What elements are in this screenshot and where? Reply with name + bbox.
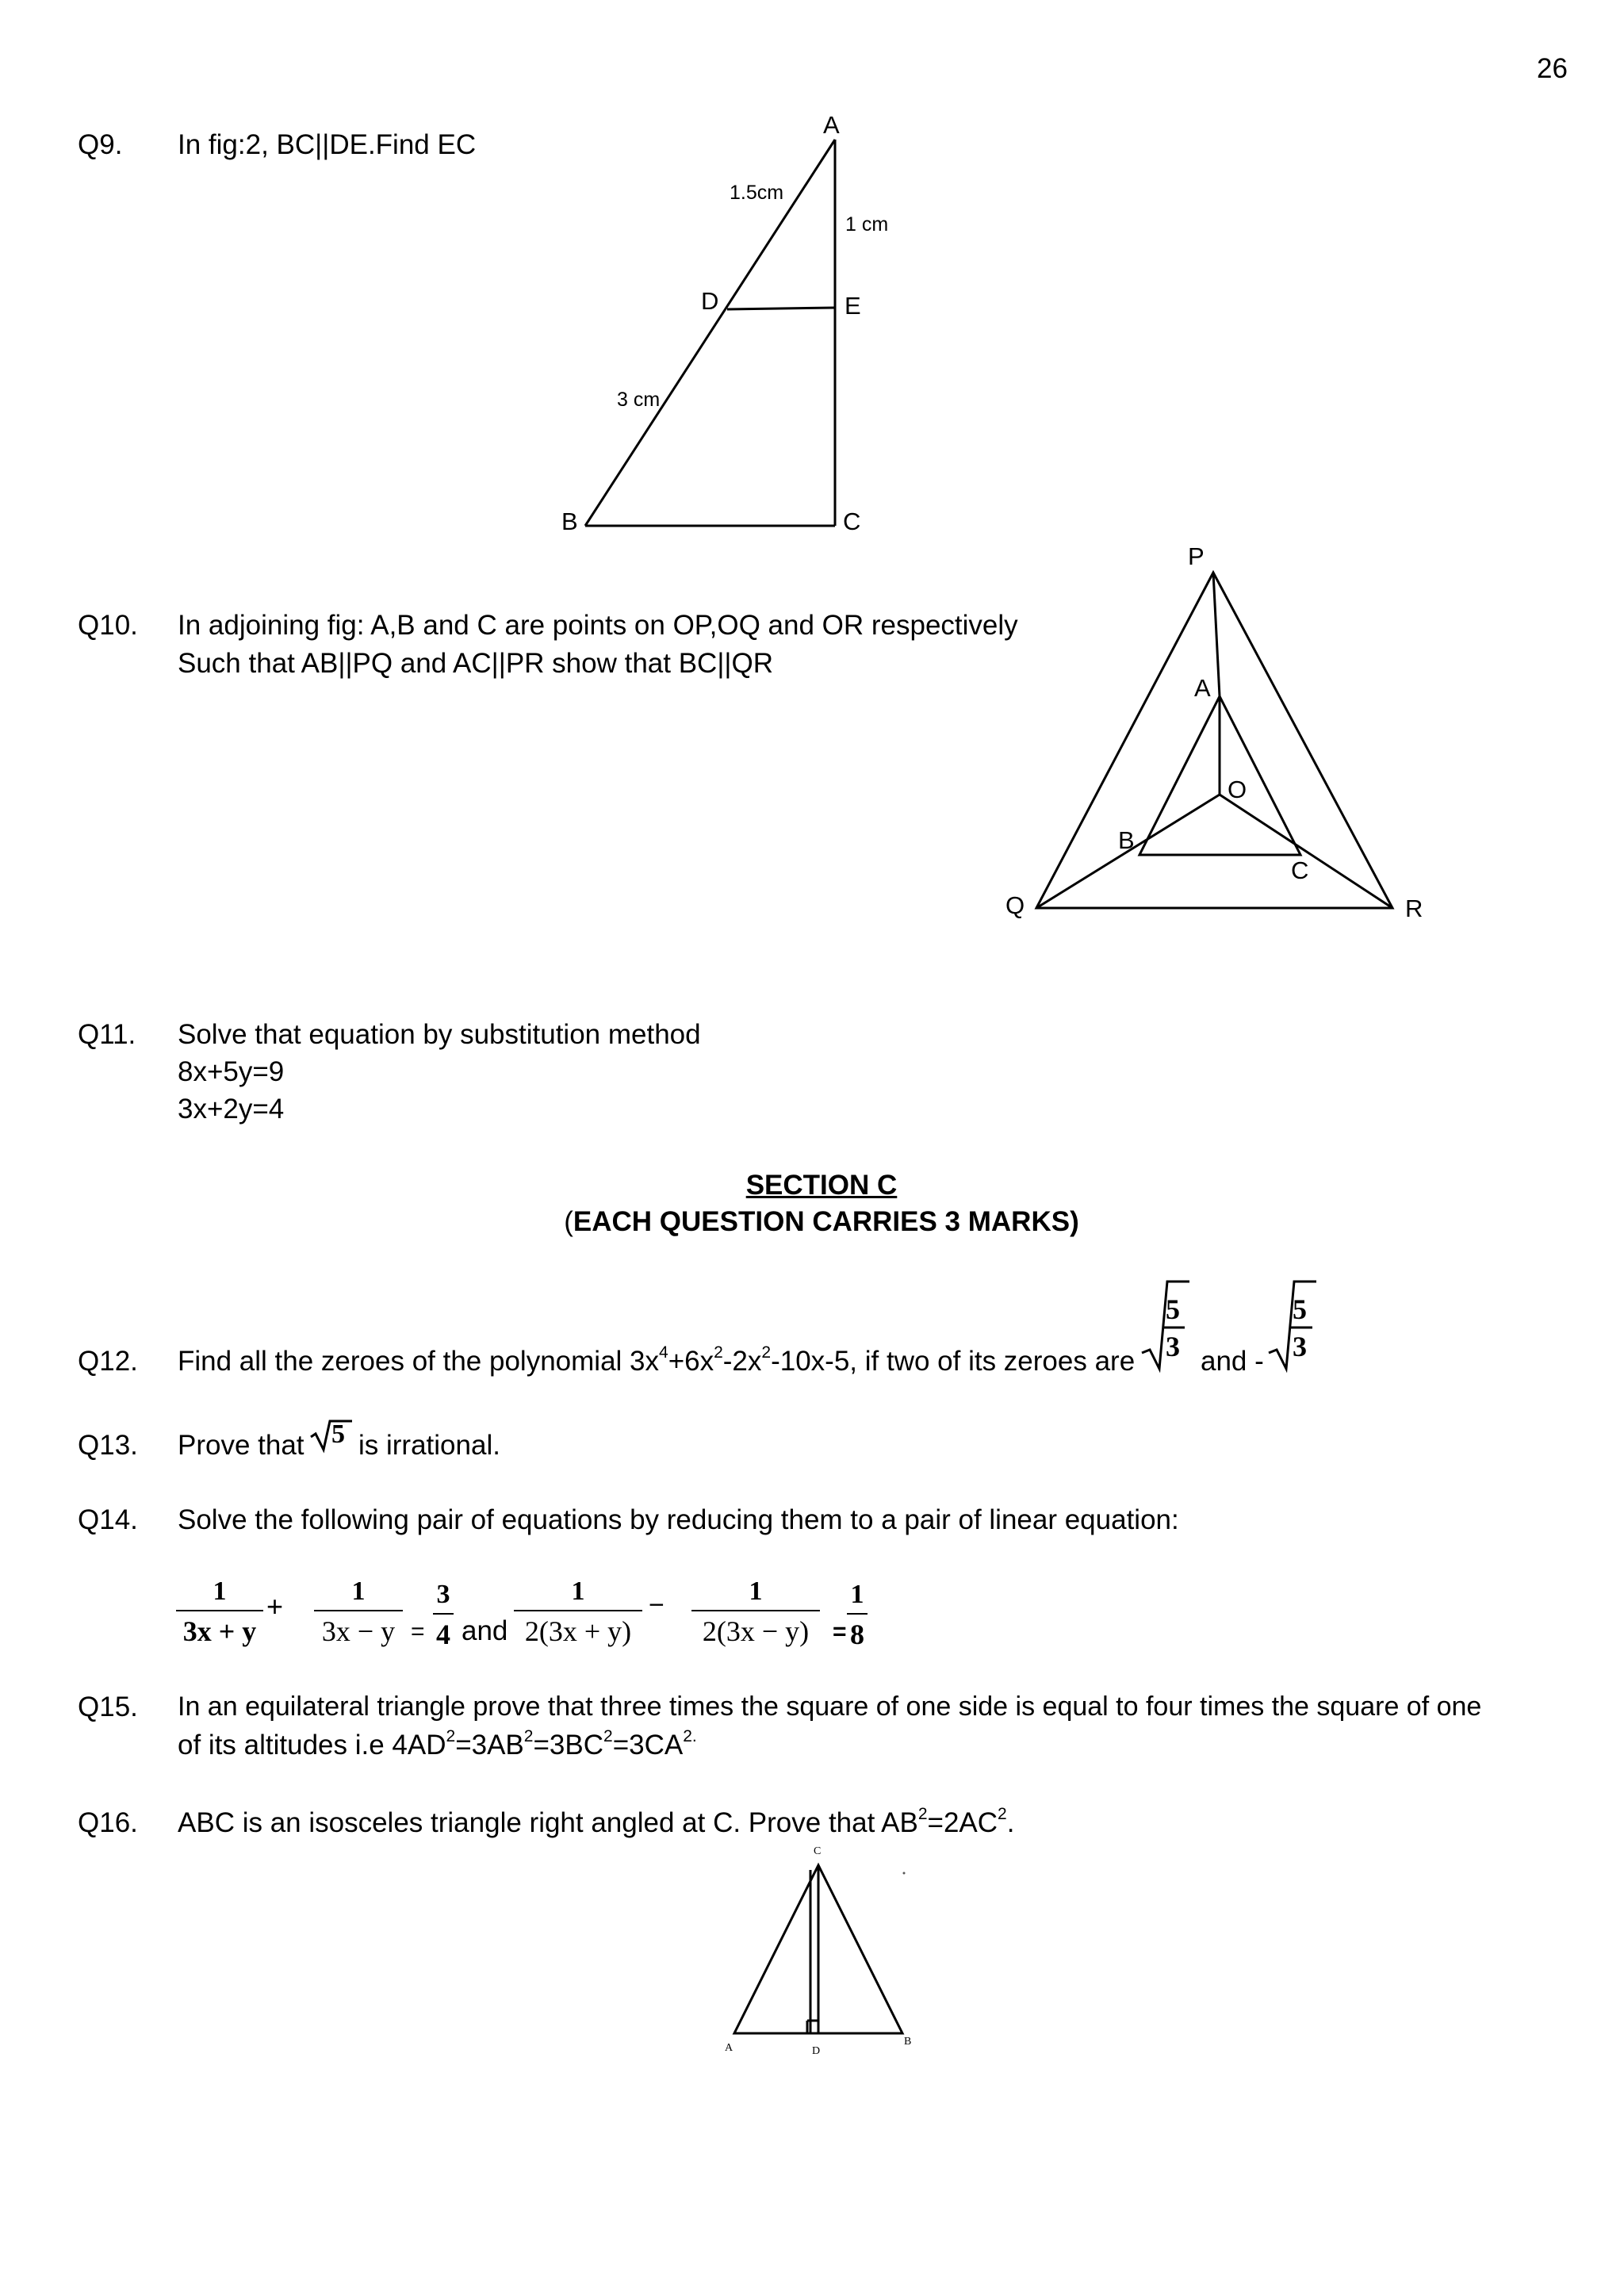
q14-f4-num: 1 [571, 1577, 585, 1606]
q9-label-a: A [823, 111, 840, 139]
q10-label-c: C [1291, 856, 1309, 884]
q14-equals-1: = [411, 1619, 425, 1645]
q15-line2-b: =3AB [455, 1730, 524, 1761]
q12-text-c: -2x [722, 1346, 762, 1377]
q12-text-a: Find all the zeroes of the polynomial 3x [178, 1346, 659, 1377]
q12-frac1-numerator: 5 [1166, 1293, 1180, 1325]
q9-length-db: 3 cm [617, 389, 661, 411]
q14-f1-num: 1 [213, 1577, 227, 1606]
q9-label-b: B [561, 508, 578, 535]
q9-label-d: D [701, 287, 719, 315]
q11-line1: Solve that equation by substitution method [178, 1019, 701, 1050]
q14-f1-den: 3x + y [182, 1615, 257, 1647]
q14-equals-2: = [833, 1619, 847, 1645]
q13-text-b: is irrational. [358, 1430, 500, 1461]
q14-f5-num: 1 [749, 1577, 763, 1606]
q10-line2: Such that AB||PQ and AC||PR show that BC||QR [178, 648, 774, 679]
q12-exponent-2: 2 [714, 1343, 723, 1362]
q14-f6-den: 8 [850, 1619, 864, 1650]
q14-f4-den: 2(3x + y) [524, 1615, 632, 1647]
q9-label-c: C [843, 508, 861, 535]
q13-radicand: 5 [331, 1420, 345, 1449]
q16-sup-1: 2 [917, 1805, 928, 1824]
q14-plus: + [266, 1590, 284, 1623]
q16-text-c: . [1006, 1807, 1015, 1838]
q10-label-q: Q [1005, 891, 1025, 919]
q15-sup-3: 2 [603, 1727, 613, 1746]
q16-stray-dot [903, 1872, 906, 1875]
q15-line2-a: of its altitudes i.e 4AD [178, 1730, 446, 1761]
q12-text-d: -10x-5, if two of its zeroes are [771, 1346, 1136, 1377]
q10-label-p: P [1188, 542, 1205, 570]
q14-f3-num: 3 [436, 1580, 450, 1609]
q16-sup-2: 2 [998, 1805, 1007, 1824]
q16-label-d: D [812, 2045, 821, 2057]
q16-text-b: =2AC [927, 1807, 998, 1838]
q15-sup-1: 2 [446, 1727, 456, 1746]
q14-f5-den: 2(3x − y) [702, 1615, 810, 1647]
q16-number: Q16. [78, 1807, 138, 1838]
q14-number: Q14. [78, 1504, 138, 1535]
q9-length-ae: 1 cm [845, 213, 889, 236]
q16-triangle [734, 1865, 902, 2033]
q13-text-a: Prove that [178, 1430, 304, 1461]
q14-f6-num: 1 [850, 1580, 864, 1609]
q16-label-c: C [814, 1845, 822, 1857]
q12-frac1-denominator: 3 [1166, 1331, 1180, 1362]
q16-label-a: A [725, 2042, 733, 2054]
q12-exponent-1: 4 [659, 1343, 668, 1362]
q11-number: Q11. [78, 1019, 136, 1050]
q10-number: Q10. [78, 610, 138, 641]
q14-minus: − [649, 1590, 665, 1620]
section-c-title: SECTION C [745, 1170, 898, 1201]
q14-f2-num: 1 [351, 1577, 366, 1606]
q12-exponent-3: 2 [761, 1343, 772, 1362]
q14-f2-den: 3x − y [321, 1615, 396, 1647]
q10-label-o: O [1228, 776, 1247, 803]
q15-line1: In an equilateral triangle prove that three times the square of one side is equal to four times the square of one [178, 1692, 1482, 1722]
q14-and: and [462, 1615, 508, 1646]
section-c-subtitle-open: ( [564, 1206, 573, 1237]
q13-number: Q13. [78, 1430, 138, 1461]
q14-text: Solve the following pair of equations by reducing them to a pair of linear equation: [178, 1504, 1179, 1535]
q12-frac2-numerator: 5 [1293, 1293, 1307, 1325]
q15-sup-4: 2. [683, 1727, 697, 1746]
q15-line2-d: =3CA [612, 1730, 684, 1761]
q12-number: Q12. [78, 1346, 138, 1377]
page-number: 26 [1537, 53, 1568, 84]
section-c-subtitle-text: EACH QUESTION CARRIES 3 MARKS) [573, 1206, 1079, 1237]
q9-label-e: E [845, 292, 861, 320]
q11-eq2: 3x+2y=4 [178, 1094, 285, 1125]
q11-eq1: 8x+5y=9 [178, 1056, 285, 1087]
q9-length-ad: 1.5cm [730, 182, 784, 204]
q12-text-b: +6x [668, 1346, 714, 1377]
q10-line1: In adjoining fig: A,B and C are points on OP,OQ and OR respectively [178, 610, 1018, 641]
q9-number: Q9. [78, 129, 123, 160]
q10-label-b: B [1118, 826, 1135, 854]
q10-label-r: R [1405, 895, 1423, 922]
q15-sup-2: 2 [523, 1727, 534, 1746]
q15-line2-c: =3BC [533, 1730, 604, 1761]
q16-text-a: ABC is an isosceles triangle right angled at C. Prove that AB [178, 1807, 918, 1838]
q12-frac2-denominator: 3 [1293, 1331, 1307, 1362]
q14-f3-den: 4 [436, 1619, 450, 1650]
q10-label-a: A [1194, 674, 1211, 702]
q12-and: and - [1201, 1346, 1264, 1377]
q9-text: In fig:2, BC||DE.Find EC [178, 129, 477, 160]
q15-number: Q15. [78, 1692, 138, 1722]
q16-label-b: B [904, 2036, 912, 2048]
